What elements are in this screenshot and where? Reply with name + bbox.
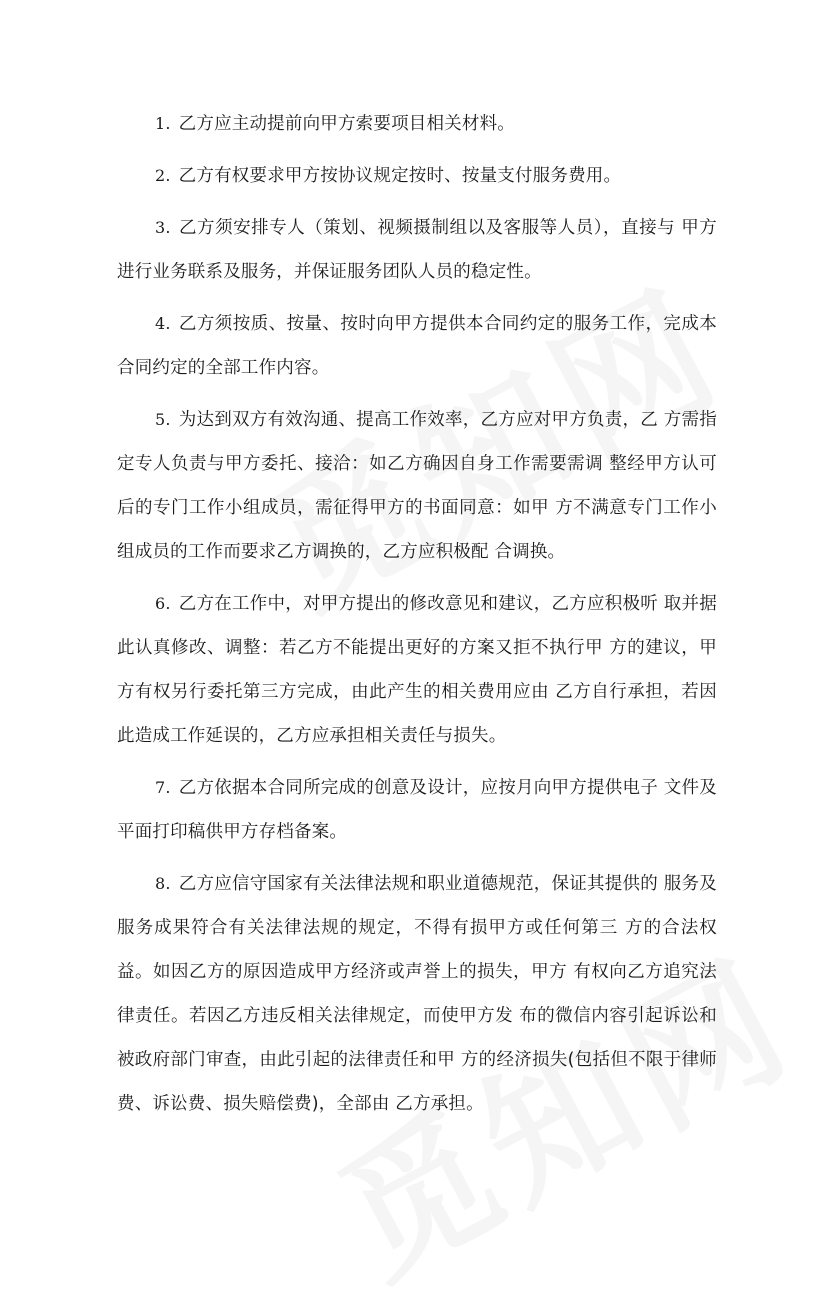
clause-4 bbox=[117, 302, 717, 390]
clause-2 bbox=[117, 154, 717, 198]
clause-text: 乙方依据本合同所完成的创意及设计，应按月向甲方提供电子 文件及平面打印稿供甲方存档备案。 bbox=[117, 778, 717, 842]
clause-number: 6. bbox=[155, 594, 171, 613]
clause-text: 乙方须安排专人（策划、视频摄制组以及客服等人员），直接与 甲方进行业务联系及服务，并保证服务团队人员的稳定性。 bbox=[117, 218, 717, 282]
clause-6 bbox=[117, 582, 717, 758]
clause-number: 5. bbox=[155, 410, 171, 429]
clause-7 bbox=[117, 766, 717, 854]
clause-1 bbox=[117, 102, 717, 146]
clause-number: 3. bbox=[155, 218, 171, 237]
clause-number: 4. bbox=[155, 314, 171, 333]
clause-text: 乙方须按质、按量、按时向甲方提供本合同约定的服务工作，完成本合同约定的全部工作内容。 bbox=[117, 314, 717, 378]
clause-text: 为达到双方有效沟通、提高工作效率，乙方应对甲方负责，乙 方需指定专人负责与甲方委托、接洽：如乙方确因自身工作需要需调 整经甲方认可后的专门工作小组成员，需征得甲方的书面同意：如甲 方不满意专门工作小组成员的工作而要求乙方调换的，乙方应积极配 合调换。 bbox=[117, 410, 717, 562]
clause-text: 乙方应主动提前向甲方索要项目相关材料。 bbox=[178, 114, 515, 134]
clause-5 bbox=[117, 398, 717, 574]
clause-text: 乙方在工作中，对甲方提出的修改意见和建议，乙方应积极听 取并据此认真修改、调整：若乙方不能提出更好的方案又拒不执行甲 方的建议，甲方有权另行委托第三方完成，由此产生的相关费用应由 乙方自行承担，若因此造成工作延误的，乙方应承担相关责任与损失。 bbox=[117, 594, 717, 746]
clause-text: 乙方有权要求甲方按协议规定按时、按量支付服务费用。 bbox=[178, 166, 622, 186]
clause-number: 7. bbox=[155, 778, 171, 797]
clause-text: 乙方应信守国家有关法律法规和职业道德规范，保证其提供的 服务及服务成果符合有关法律法规的规定，不得有损甲方或任何第三 方的合法权益。如因乙方的原因造成甲方经济或声誉上的损失，甲方 有权向乙方追究法律责任。若因乙方违反相关法律规定，而使甲方发 布的微信内容引起诉讼和被政府部门审查，由此引起的法律责任和甲 方的经济损失(包括但不限于律师费、诉讼费、损失赔偿费)，全部由 乙方承担。 bbox=[117, 874, 717, 1114]
clause-number: 2. bbox=[155, 166, 171, 185]
clause-number: 8. bbox=[155, 874, 171, 893]
clause-8 bbox=[117, 862, 717, 1126]
clause-list bbox=[117, 102, 717, 1134]
clause-number: 1. bbox=[155, 114, 171, 133]
clause-3 bbox=[117, 206, 717, 294]
